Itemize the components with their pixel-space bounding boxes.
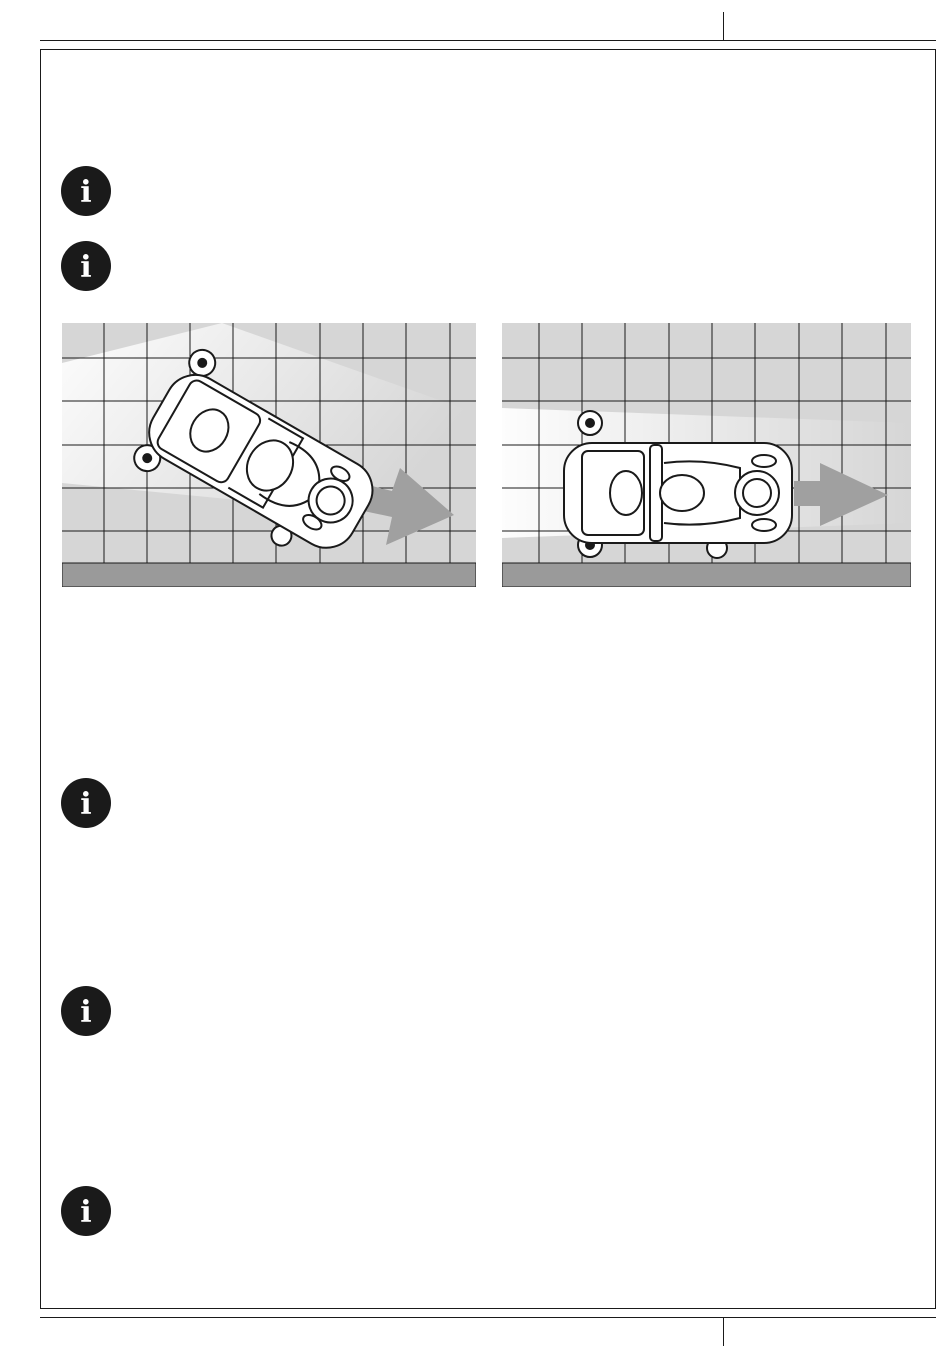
content-frame xyxy=(40,49,936,1309)
curb xyxy=(502,563,911,587)
footer-tab-divider xyxy=(723,1318,724,1346)
footer-rule xyxy=(40,1317,936,1318)
header-tab-divider xyxy=(723,12,724,41)
svg-text:i: i xyxy=(80,250,92,285)
info-icon xyxy=(60,165,112,217)
header-rule xyxy=(40,40,936,41)
info-icon xyxy=(60,240,112,292)
straight-approach-figure xyxy=(502,323,911,587)
curb xyxy=(62,563,476,587)
svg-text:i: i xyxy=(80,1195,92,1230)
svg-text:i: i xyxy=(80,175,92,210)
info-icon xyxy=(60,1185,112,1237)
svg-text:i: i xyxy=(80,787,92,822)
diagonal-approach-figure xyxy=(62,323,476,587)
info-icon xyxy=(60,777,112,829)
info-icon xyxy=(60,985,112,1037)
svg-text:i: i xyxy=(80,995,92,1030)
